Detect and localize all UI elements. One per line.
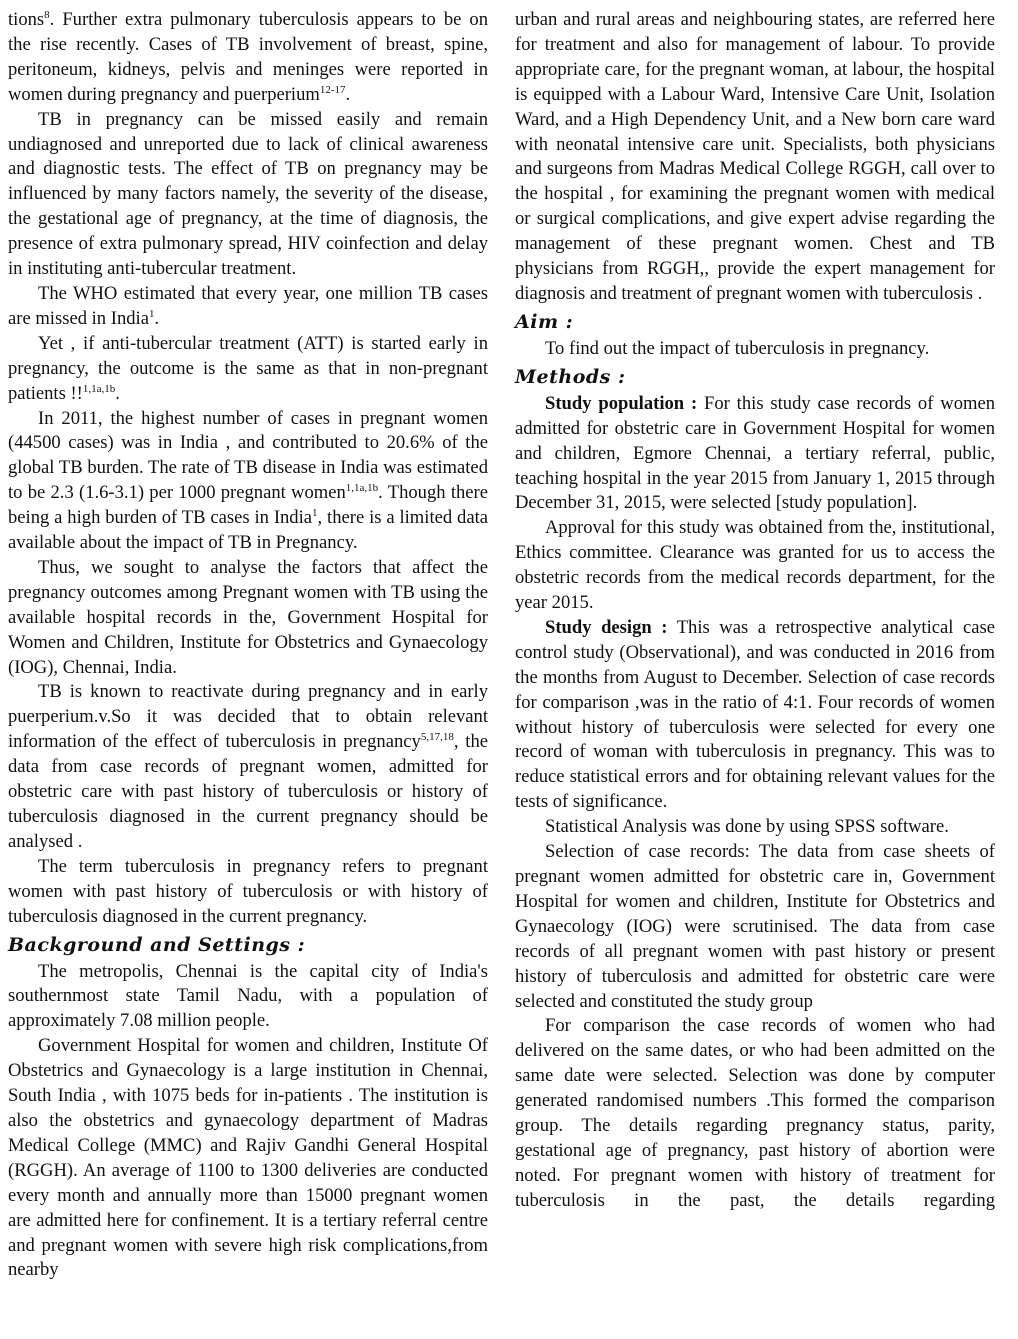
text-run: . Further extra pulmonary tuberculosis appears to be on the rise recently. Cases of TB involvement of breast, spine, peritoneum, kidneys, pelvis and meninges were reported in women during pregnancy and puerperium xyxy=(8,9,488,105)
text-run: This was a retrospective analytical case control study (Observational), and was conducted in 2016 from the months from August to December. Selection of case records for comparison ,was in the ratio of 4:1. Four records of women without history of tuberculosis were selected for every one record of woman with tuberculosis in pregnancy. This was to reduce statistical errors and for obtaining relevant values for the tests of significance. xyxy=(515,616,995,813)
text-run: Statistical Analysis was done by using SPSS software. xyxy=(545,816,949,838)
text-run: TB is known to reactivate during pregnancy and in early puerperium.v.So it was decided that to obtain relevant information of the effect of tuberculosis in pregnancy xyxy=(8,681,488,753)
text-run: Thus, we sought to analyse the factors that affect the pregnancy outcomes among Pregnant women with TB using the available hospital records in the, Government Hospital for Women and Children, Institute for Obstetrics and Gynaecology (IOG), Chennai, India. xyxy=(8,556,488,678)
section-heading: Aim : xyxy=(515,310,574,333)
paragraph xyxy=(515,8,995,307)
citation-superscript: 8 xyxy=(44,9,50,21)
citation-superscript: 1,1a,1b xyxy=(82,382,116,395)
text-run: . Though there being a high burden of TB cases in India xyxy=(8,482,488,529)
text-run: tions xyxy=(8,9,45,30)
paragraph xyxy=(515,815,995,840)
text-run: The WHO estimated that every year, one million TB cases are missed in India xyxy=(8,282,488,329)
text-run: . xyxy=(345,83,351,105)
paragraph xyxy=(515,840,995,1014)
text-run: The metropolis, Chennai is the capital city of India's southernmost state Tamil Nadu, with a population of approximately 7.08 million people. xyxy=(8,960,488,1032)
text-run: Selection of case records: The data from case sheets of pregnant women admitted for obstetric care in, Government Hospital for women and children, Institute for Obstetrics and Gynaecology (IOG) were scrutinised. The data from case records of all pregnant women with past history or present history of tuberculosis and admitted for obstetric care were selected and constituted the study group xyxy=(515,841,995,1012)
paragraph xyxy=(8,1034,488,1283)
left-column xyxy=(8,8,488,1283)
paragraph xyxy=(8,680,488,854)
paragraph xyxy=(8,282,488,332)
text-run: Government Hospital for women and children, Institute Of Obstetrics and Gynaecology is a large institution in Chennai, South India , with 1075 beds for in-patients . The institution is also the obstetrics and gynaecology department of Madras Medical College (MMC) and Rajiv Gandhi General Hospital (RGGH). An average of 1100 to 1300 deliveries are conducted every month and annually more than 15000 pregnant women are admitted here for confinement. It is a tertiary referral centre and pregnant women with severe high risk complications,from nearby xyxy=(8,1035,488,1281)
citation-superscript: 1 xyxy=(312,507,318,520)
right-column xyxy=(515,8,995,1214)
text-run: In 2011, the highest number of cases in pregnant women (44500 cases) was in India , and contributed to 20.6% of the global TB burden. The rate of TB disease in India was estimated to be 2.3 (1.6-3.1) per 1000 pregnant women xyxy=(8,407,488,504)
text-run: The term tuberculosis in pregnancy refers to pregnant women with past history of tuberculosis or with history of tuberculosis diagnosed in the current pregnancy. xyxy=(8,855,488,927)
paragraph xyxy=(515,392,995,517)
citation-superscript: 1,1a,1b xyxy=(345,482,379,495)
paragraph xyxy=(8,855,488,930)
text-run: Approval for this study was obtained from the, institutional, Ethics committee. Clearance was granted for us to access the obstetric records from the medical records department, for the year 2015. xyxy=(515,517,995,614)
paragraph xyxy=(8,8,488,108)
section-heading: Background and Settings : xyxy=(8,933,306,956)
citation-superscript: 1 xyxy=(148,307,155,320)
text-run: . xyxy=(154,307,160,329)
paragraph xyxy=(515,337,995,362)
run-in-heading: Study population : xyxy=(545,392,698,414)
paragraph xyxy=(515,616,995,815)
section-heading: Methods : xyxy=(515,365,626,388)
paragraph xyxy=(515,516,995,616)
paragraph xyxy=(8,556,488,681)
paragraph xyxy=(8,108,488,282)
paragraph xyxy=(515,1014,995,1213)
text-run: Yet , if anti-tubercular treatment (ATT) is started early in pregnancy, the outcome is the same as that in non-pregnant patients !! xyxy=(8,332,488,404)
citation-superscript: 5,17,18 xyxy=(420,731,454,744)
citation-superscript: 12-17 xyxy=(319,83,346,96)
run-in-heading: Study design : xyxy=(545,616,668,638)
text-run: To find out the impact of tuberculosis in pregnancy. xyxy=(545,337,930,359)
text-run: . xyxy=(115,382,120,404)
text-run: urban and rural areas and neighbouring states, are referred here for treatment and also for management of labour. To provide appropriate care, for the pregnant woman, at labour, the hospital is equipped with a Labour Ward, Intensive Care Unit, Isolation Ward, and a High Dependency Unit, and a New born care ward with neonatal intensive care unit. Specialists, both physicians and surgeons from Madras Medical College RGGH, call over to the hospital , for examining the pregnant women with medical or surgical complications, and give expert advise regarding the management of these pregnant women. Chest and TB physicians from RGGH,, provide the expert management for diagnosis and treatment of pregnant women with tuberculosis . xyxy=(515,9,995,304)
paragraph xyxy=(8,332,488,407)
text-run: For comparison the case records of women who had delivered on the same dates, or who had been admitted on the same date were selected. Selection was done by computer generated randomised numbers .This formed the comparison group. The details regarding pregnancy status, parity, gestational age of pregnancy, past history of abortion were noted. For pregnant women with history of treatment for tuberculosis in the past, the details regarding xyxy=(515,1015,995,1211)
text-run: For this study case records of women admitted for obstetric care in Government Hospital for women and children, Egmore Chennai, a tertiary referral, public, teaching hospital in the year 2015 from January 1, 2015 through December 31, 2015, were selected [study population]. xyxy=(515,392,995,514)
paragraph xyxy=(8,960,488,1035)
text-run: , the data from case records of pregnant women, admitted for obstetric care with past history of tuberculosis or history of tuberculosis diagnosed in the current pregnancy should be analysed . xyxy=(8,731,488,852)
paragraph xyxy=(8,407,488,556)
text-run: TB in pregnancy can be missed easily and remain undiagnosed and unreported due to lack of clinical awareness and diagnostic tests. The effect of TB on pregnancy may be influenced by many factors namely, the severity of the disease, the gestational age of pregnancy, at the time of diagnosis, the presence of extra pulmonary spread, HIV coinfection and delay in instituting anti-tubercular treatment. xyxy=(8,108,488,280)
text-run: , there is a limited data available about the impact of TB in Pregnancy. xyxy=(8,507,488,554)
